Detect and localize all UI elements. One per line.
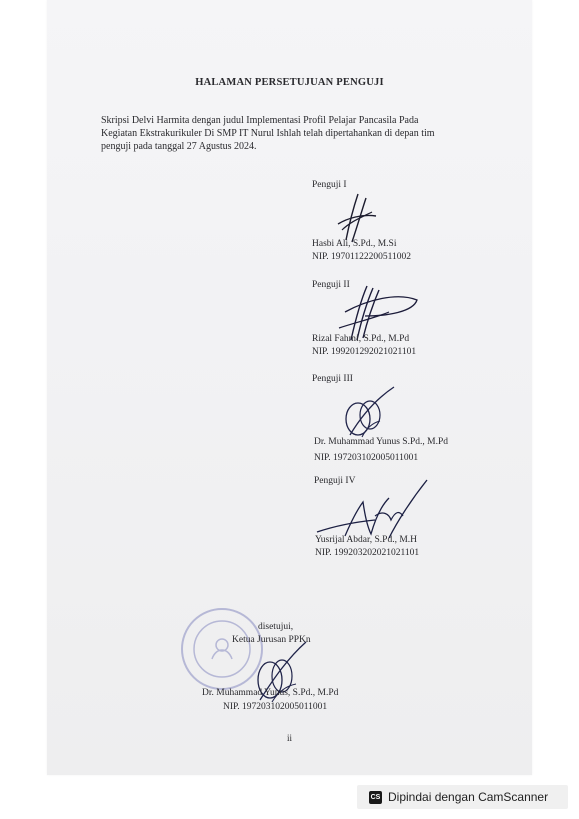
body-text-line-1: Skripsi Delvi Harmita dengan judul Implementasi Profil Pelajar Pancasila Pada [101,115,419,126]
examiner-3-role: Penguji III [312,374,353,384]
examiner-1-role: Penguji I [312,180,347,190]
approval-name: Dr. Muhammad Yunus, S.Pd., M.Pd [202,688,339,698]
examiner-3-signature [332,385,402,445]
page-title: HALAMAN PERSETUJUAN PENGUJI [195,77,384,88]
page-number: ii [286,733,292,743]
examiner-2-nip: NIP. 199201292021021101 [312,347,417,357]
document-page [47,0,532,775]
examiner-4-name: Yusrijal Abdar, S.Pd., M.H [315,535,418,545]
examiner-2-role: Penguji II [312,280,350,290]
approval-label: disetujui, [258,622,294,632]
camscanner-icon: CS [369,791,382,804]
examiner-3-nip: NIP. 197203102005011001 [314,453,419,463]
examiner-4-role: Penguji IV [314,476,356,486]
examiner-1-name: Hasbi Ali, S.Pd., M.Si [312,239,397,249]
examiner-1-nip: NIP. 19701122200511002 [312,252,412,262]
examiner-3-name: Dr. Muhammad Yunus S.Pd., M.Pd [314,437,448,447]
approval-position: Ketua Jurusan PPKn [232,635,311,645]
body-text-line-2: Kegiatan Ekstrakurikuler Di SMP IT Nurul Ishlah telah dipertahankan di depan tim [101,128,435,139]
examiner-4-nip: NIP. 199203202021021101 [315,548,420,558]
examiner-1-signature [332,192,382,244]
examiner-2-name: Rizal Fahmi, S.Pd., M.Pd [312,334,410,344]
approval-nip: NIP. 197203102005011001 [223,702,328,712]
camscanner-badge [357,785,568,809]
camscanner-label: Dipindai dengan CamScanner [388,790,549,804]
body-text-line-3: penguji pada tanggal 27 Agustus 2024. [101,141,257,152]
